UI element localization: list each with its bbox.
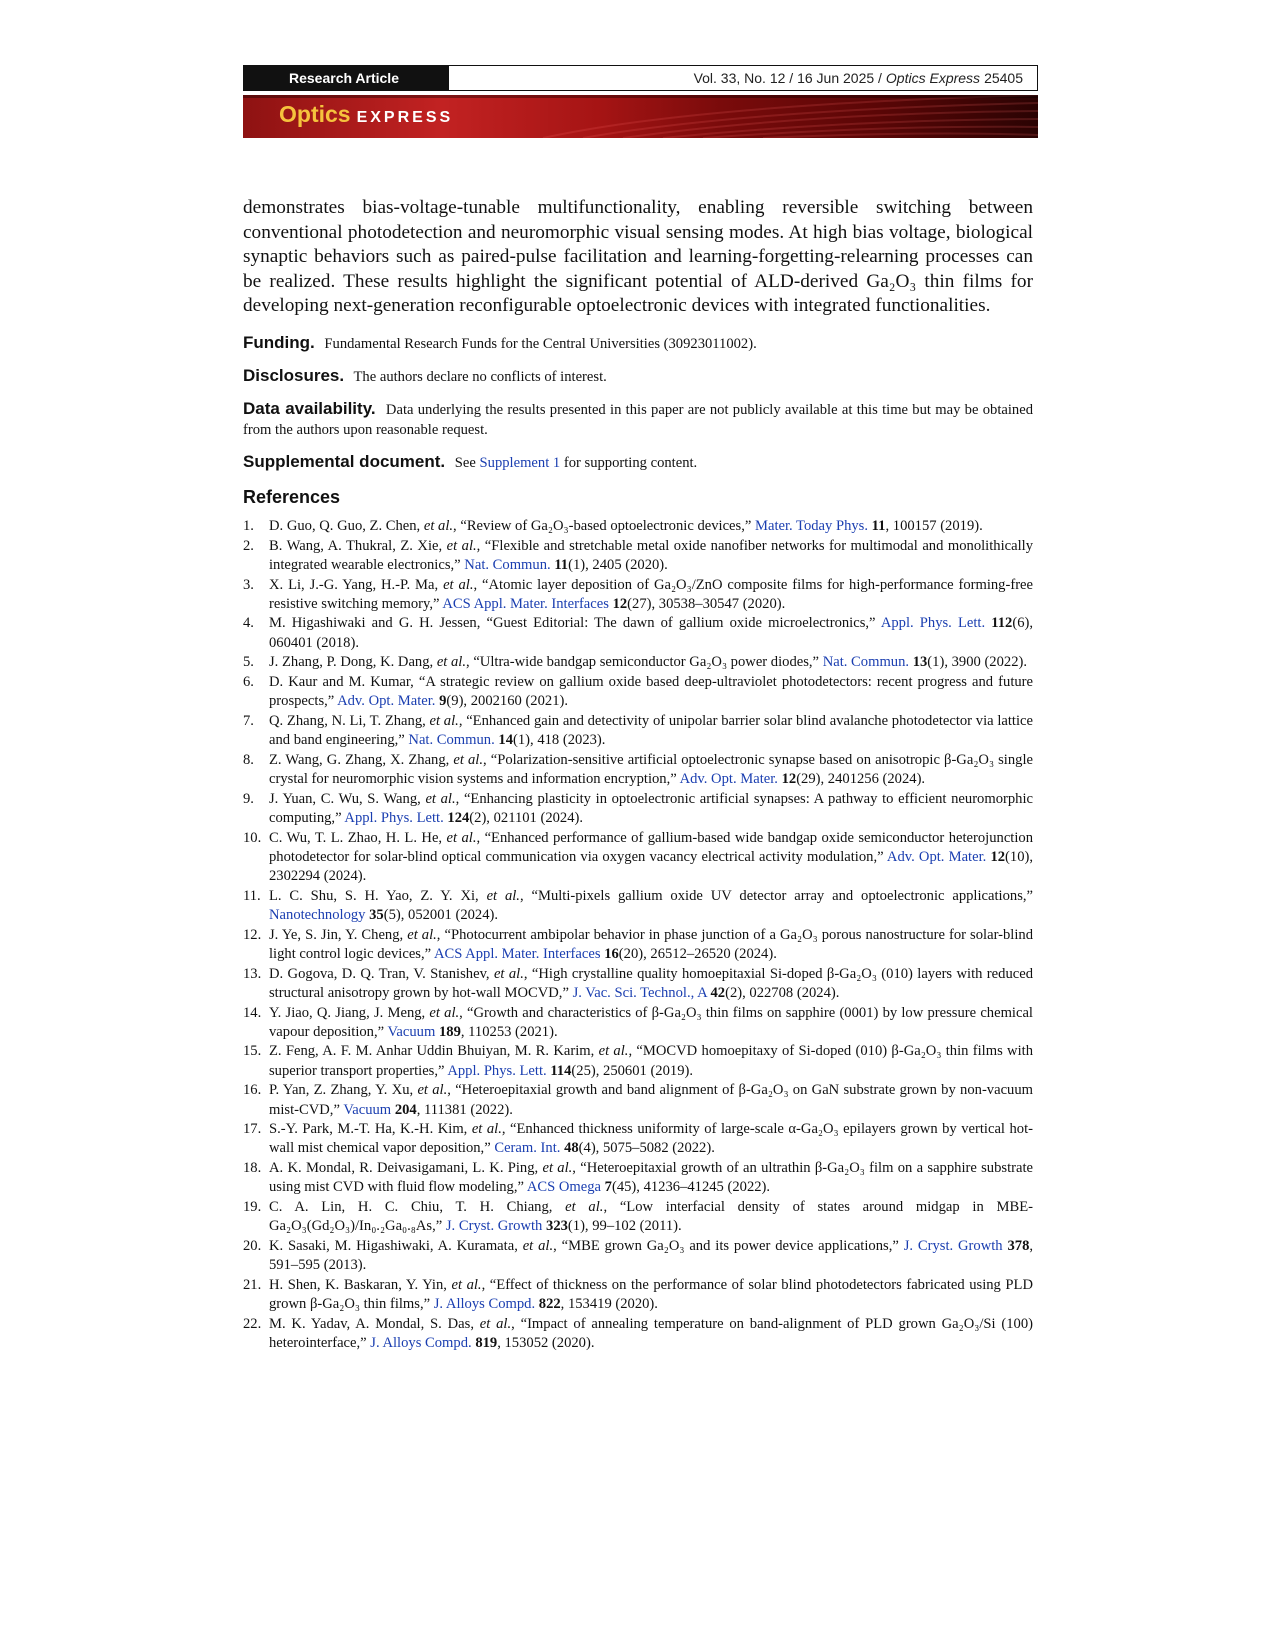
reference-item: [243, 673, 1033, 711]
reference-volume: 13: [912, 654, 928, 671]
reference-volume: 12: [612, 595, 628, 612]
reference-text: P. Yan, Z. Zhang, Y. Xu, et al., “Heteroepitaxial growth and band alignment of β-Ga₂O₃ on GaN substrate grown by non-vacuum mist-CVD,” Vacuum 204, 111381 (2022).: [269, 1082, 1033, 1118]
reference-journal-link[interactable]: Mater. Today Phys.: [754, 517, 869, 534]
reference-item: [243, 1081, 1033, 1119]
reference-title: “A strategic review on gallium oxide based deep-ultraviolet photodetectors: recent progress and future prospects,”: [269, 674, 1034, 710]
reference-pages-year: (27), 30538–30547 (2020).: [627, 595, 786, 612]
reference-number: 9.: [243, 790, 254, 807]
reference-pages-year: (45), 41236–41245 (2022).: [611, 1179, 771, 1196]
reference-text: D. Guo, Q. Guo, Z. Chen, et al., “Review of Ga₂O₃-based optoelectronic devices,” Mater. Today Phys. 11, 100157 (2019).: [269, 517, 983, 534]
reference-volume: 124: [447, 810, 470, 827]
supplement-link[interactable]: Supplement 1: [479, 454, 561, 471]
reference-item: [243, 965, 1033, 1003]
reference-item: [243, 1042, 1033, 1080]
reference-journal-link[interactable]: Appl. Phys. Lett.: [880, 615, 986, 632]
reference-volume: 11: [871, 517, 886, 534]
reference-title: “Photocurrent ambipolar behavior in phase junction of a Ga₂O₃ porous nanostructure for solar-blind light control logic devices,”: [269, 926, 1033, 962]
reference-etal: et al.: [451, 1276, 482, 1293]
reference-number: 5.: [243, 654, 254, 671]
reference-authors: D. Kaur and M. Kumar,: [269, 674, 419, 691]
reference-text: X. Li, J.-G. Yang, H.-P. Ma, et al., “Atomic layer deposition of Ga₂O₃/ZnO composite films for high-performance forming-free resistive switching memory,” ACS Appl. Mater. Interfaces 12(27), 30538–30547 (2020).: [269, 576, 1034, 612]
reference-number: 10.: [243, 829, 262, 846]
reference-item: [243, 1315, 1033, 1353]
reference-title: “High crystalline quality homoepitaxial Si-doped β-Ga₂O₃ (010) layers with reduced structural anisotropy grown by hot-wall MOCVD,”: [269, 965, 1033, 1001]
reference-title: “Impact of annealing temperature on band-alignment of PLD grown Ga₂O₃/Si (100) heterointerface,”: [269, 1315, 1033, 1351]
reference-authors: D. Guo, Q. Guo, Z. Chen,: [269, 517, 424, 534]
reference-title: “Enhanced gain and detectivity of unipolar barrier solar blind avalanche photodetector via lattice and band engineering,”: [269, 713, 1033, 749]
journal-name: Optics Express: [885, 70, 981, 86]
reference-journal-link[interactable]: Adv. Opt. Mater.: [679, 771, 778, 788]
reference-number: 16.: [243, 1082, 262, 1099]
reference-title: “Multi-pixels gallium oxide UV detector array and optoelectronic applications,”: [531, 887, 1033, 904]
citation-line: [449, 66, 1037, 90]
reference-volume: 7: [604, 1179, 612, 1196]
reference-pages-year: (25), 250601 (2019).: [571, 1062, 694, 1079]
reference-authors: M. K. Yadav, A. Mondal, S. Das,: [269, 1315, 480, 1332]
reference-number: 6.: [243, 674, 254, 691]
reference-journal-link[interactable]: J. Cryst. Growth: [903, 1237, 1003, 1254]
reference-journal-link[interactable]: ACS Omega: [526, 1179, 602, 1196]
reference-journal-link[interactable]: Vacuum: [343, 1101, 392, 1118]
reference-authors: A. K. Mondal, R. Deivasigamani, L. K. Ping,: [269, 1160, 543, 1177]
reference-etal: et al.: [479, 1315, 512, 1332]
reference-item: [243, 790, 1033, 828]
reference-title: “Effect of thickness on the performance of solar blind photodetectors fabricated using PLD grown β-Ga₂O₃ thin films,”: [269, 1276, 1033, 1313]
reference-journal-link[interactable]: Adv. Opt. Mater.: [337, 693, 436, 710]
reference-pages-year: , 100157 (2019).: [885, 517, 983, 534]
reference-authors: D. Gogova, D. Q. Tran, V. Stanishev,: [269, 965, 494, 982]
reference-authors: L. C. Shu, S. H. Yao, Z. Y. Xi,: [269, 887, 487, 904]
journal-banner: [243, 95, 1038, 138]
reference-number: 20.: [243, 1237, 262, 1254]
reference-item: [243, 1120, 1033, 1158]
reference-volume: 378: [1007, 1237, 1030, 1254]
reference-number: 14.: [243, 1004, 262, 1021]
reference-volume: 189: [438, 1023, 461, 1040]
reference-authors: Q. Zhang, N. Li, T. Zhang,: [269, 713, 430, 729]
reference-pages-year: (1), 418 (2023).: [513, 732, 606, 749]
reference-text: J. Ye, S. Jin, Y. Cheng, et al., “Photocurrent ambipolar behavior in phase junction of a Ga₂O₃ porous nanostructure for solar-blind light control logic devices,” ACS Appl. Mater. Interfaces 16(20), 26512–26520 (2024).: [269, 926, 1033, 962]
reference-number: 22.: [243, 1315, 262, 1332]
reference-journal-link[interactable]: J. Vac. Sci. Technol., A: [572, 984, 707, 1001]
reference-etal: et al.: [522, 1237, 554, 1254]
reference-text: D. Gogova, D. Q. Tran, V. Stanishev, et al., “High crystalline quality homoepitaxial Si-doped β-Ga₂O₃ (010) layers with reduced structural anisotropy grown by hot-wall MOCVD,” J. Vac. Sci. Technol., A 42(2), 022708 (2024).: [269, 965, 1033, 1001]
reference-volume: 114: [550, 1062, 572, 1079]
reference-etal: et al.: [542, 1160, 573, 1177]
reference-text: H. Shen, K. Baskaran, Y. Yin, et al., “Effect of thickness on the performance of solar blind photodetectors fabricated using PLD grown β-Ga₂O₃ thin films,” J. Alloys Compd. 822, 153419 (2020).: [269, 1276, 1033, 1313]
reference-authors: M. Higashiwaki and G. H. Jessen,: [269, 615, 487, 632]
page-content: [243, 196, 1033, 1354]
reference-title: “MBE grown Ga₂O₃ and its power device applications,”: [561, 1237, 904, 1254]
reference-etal: et al.: [443, 576, 474, 593]
reference-title: “MOCVD homoepitaxy of Si-doped (010) β-Ga₂O₃ thin films with superior transport properties,”: [269, 1043, 1034, 1079]
reference-journal-link[interactable]: Nat. Commun.: [408, 732, 495, 749]
reference-journal-link[interactable]: Nat. Commun.: [822, 654, 910, 671]
data-availability-heading: Data availability.: [243, 398, 376, 418]
reference-journal-link[interactable]: Appl. Phys. Lett.: [344, 810, 444, 827]
reference-text: J. Zhang, P. Dong, K. Dang, et al., “Ultra-wide bandgap semiconductor Ga₂O₃ power diodes,” Nat. Commun. 13(1), 3900 (2022).: [269, 654, 1028, 671]
reference-journal-link[interactable]: Ceram. Int.: [494, 1140, 561, 1157]
reference-item: [243, 537, 1033, 575]
reference-number: 11.: [243, 887, 261, 904]
reference-etal: et al.: [423, 517, 454, 534]
reference-volume: 35: [369, 907, 384, 924]
reference-text: [269, 673, 1033, 711]
reference-journal-link[interactable]: ACS Appl. Mater. Interfaces: [433, 945, 601, 962]
reference-text: M. K. Yadav, A. Mondal, S. Das, et al., “Impact of annealing temperature on band-alignment of PLD grown Ga₂O₃/Si (100) heterointerface,” J. Alloys Compd. 819, 153052 (2020).: [269, 1315, 1033, 1351]
reference-pages-year: (2), 021101 (2024).: [469, 810, 584, 827]
reference-authors: Z. Feng, A. F. M. Anhar Uddin Bhuiyan, M. R. Karim,: [269, 1043, 599, 1060]
reference-pages-year: (10), 2302294 (2024).: [269, 848, 1033, 885]
article-type: Research Article: [244, 66, 449, 90]
reference-authors: J. Yuan, C. Wu, S. Wang,: [269, 790, 426, 807]
reference-pages-year: , 591–595 (2013).: [269, 1237, 1034, 1274]
reference-authors: C. Wu, T. L. Zhao, H. L. He,: [269, 829, 447, 846]
disclosures-heading: Disclosures.: [243, 365, 345, 385]
reference-text: C. A. Lin, H. C. Chiu, T. H. Chiang, et al., “Low interfacial density of states around midgap in MBE-Ga₂O₃(Gd₂O₃)/In₀.₂Ga₀.₈As,” J. Cryst. Growth 323(1), 99–102 (2011).: [269, 1199, 1033, 1235]
reference-pages-year: , 110253 (2021).: [460, 1023, 558, 1040]
reference-pages-year: (9), 2002160 (2021).: [446, 693, 569, 710]
reference-volume: 42: [710, 984, 726, 1001]
supplemental-pre: See: [454, 454, 476, 471]
reference-volume: 9: [439, 693, 447, 710]
running-header: [243, 65, 1038, 91]
reference-authors: J. Ye, S. Jin, Y. Cheng,: [269, 926, 408, 943]
reference-text: A. K. Mondal, R. Deivasigamani, L. K. Ping, et al., “Heteroepitaxial growth of an ultrathin β-Ga₂O₃ film on a sapphire substrate using mist CVD with fluid flow modeling,” ACS Omega 7(45), 41236–41245 (2022).: [269, 1160, 1033, 1196]
reference-pages-year: (1), 99–102 (2011).: [567, 1218, 682, 1235]
reference-etal: et al.: [598, 1043, 629, 1060]
reference-title: “Polarization-sensitive artificial optoelectronic synapse based on anisotropic β-Ga₂O₃ single crystal for neuromorphic vision systems and information encryption,”: [269, 751, 1033, 788]
reference-volume: 323: [546, 1218, 568, 1235]
reference-item: [243, 887, 1033, 925]
reference-title: “Growth and characteristics of β-Ga₂O₃ thin films on sapphire (0001) by low pressure chemical vapour deposition,”: [269, 1004, 1033, 1040]
reference-item: [243, 576, 1033, 614]
funding-heading: Funding.: [243, 332, 315, 352]
reference-title: “Guest Editorial: The dawn of gallium oxide microelectronics,”: [486, 615, 881, 632]
reference-etal: et al.: [471, 1121, 502, 1138]
reference-number: 3.: [243, 576, 254, 593]
reference-item: [243, 926, 1033, 964]
reference-title: “Enhanced thickness uniformity of large-scale α-Ga₂O₃ epilayers grown by vertical hot-wall mist chemical vapor deposition,”: [269, 1121, 1033, 1157]
reference-title: “Ultra-wide bandgap semiconductor Ga₂O₃ power diodes,”: [473, 654, 823, 671]
reference-pages-year: , 153419 (2020).: [560, 1296, 658, 1313]
reference-title: “Enhancing plasticity in optoelectronic artificial synapses: A pathway to efficient neuromorphic computing,”: [269, 790, 1033, 827]
reference-volume: 819: [475, 1335, 498, 1351]
reference-number: 1.: [243, 517, 254, 534]
reference-journal-link[interactable]: Adv. Opt. Mater.: [886, 848, 987, 865]
reference-pages-year: (1), 3900 (2022).: [927, 654, 1028, 671]
reference-item: [243, 1276, 1033, 1314]
reference-authors: C. A. Lin, H. C. Chiu, T. H. Chiang,: [269, 1199, 566, 1216]
reference-title: “Heteroepitaxial growth of an ultrathin β-Ga₂O₃ film on a sapphire substrate using mist CVD with fluid flow modeling,”: [269, 1160, 1033, 1196]
disclosures-text: The authors declare no conflicts of interest.: [353, 368, 607, 385]
reference-pages-year: (20), 26512–26520 (2024).: [618, 945, 777, 962]
reference-item: [243, 653, 1033, 672]
reference-number: 18.: [243, 1160, 262, 1177]
reference-title: “Flexible and stretchable metal oxide nanofiber networks for multimodal and monolithically integrated wearable electronics,”: [269, 537, 1034, 573]
reference-etal: et al.: [417, 1082, 448, 1099]
reference-etal: et al.: [446, 537, 477, 554]
page-number: 25405: [984, 70, 1023, 86]
supplemental-section: [243, 452, 1033, 473]
reference-text: S.-Y. Park, M.-T. Ha, K.-H. Kim, et al., “Enhanced thickness uniformity of large-scale α-Ga₂O₃ epilayers grown by vertical hot-wall mist chemical vapor deposition,” Ceram. Int. 48(4), 5075–5082 (2022).: [269, 1121, 1033, 1157]
funding-section: [243, 333, 1033, 354]
reference-journal-link[interactable]: ACS Appl. Mater. Interfaces: [442, 595, 609, 612]
reference-pages-year: (29), 2401256 (2024).: [796, 771, 926, 788]
data-availability-text: Data underlying the results presented in this paper are not publicly available at this time but may be obtained from the authors upon reasonable request.: [243, 401, 1033, 438]
reference-etal: et al.: [425, 790, 456, 807]
reference-volume: 204: [394, 1101, 417, 1118]
reference-etal: et al.: [429, 1004, 460, 1021]
reference-authors: X. Li, J.-G. Yang, H.-P. Ma,: [269, 576, 444, 593]
reference-journal-link[interactable]: J. Alloys Compd.: [433, 1296, 536, 1313]
data-availability-section: [243, 399, 1033, 440]
reference-text: Q. Zhang, N. Li, T. Zhang, et al., “Enhanced gain and detectivity of unipolar barrier solar blind avalanche photodetector via lattice and band engineering,” Nat. Commun. 14(1), 418 (2023).: [269, 713, 1033, 749]
reference-journal-link[interactable]: Appl. Phys. Lett.: [447, 1062, 547, 1079]
reference-authors: Y. Jiao, Q. Jiang, J. Meng,: [269, 1004, 430, 1021]
reference-title: “Atomic layer deposition of Ga₂O₃/ZnO composite films for high-performance forming-free resistive switching memory,”: [269, 576, 1034, 612]
reference-item: [243, 829, 1033, 887]
reference-text: K. Sasaki, M. Higashiwaki, A. Kuramata, et al., “MBE grown Ga₂O₃ and its power device applications,” J. Cryst. Growth 378, 591–595 (2013).: [269, 1237, 1034, 1274]
reference-etal: et al.: [565, 1199, 604, 1216]
reference-pages-year: , 153052 (2020).: [497, 1335, 595, 1351]
reference-number: 7.: [243, 713, 254, 729]
reference-journal-link[interactable]: Vacuum: [387, 1023, 436, 1040]
references-heading: References: [243, 486, 341, 507]
reference-number: 17.: [243, 1121, 262, 1138]
reference-volume: 16: [604, 945, 619, 962]
reference-text: C. Wu, T. L. Zhao, H. L. He, et al., “Enhanced performance of gallium-based wide bandgap oxide semiconductor heterojunction photodetector for solar-blind optical communication via oxygen vacancy electrical activity modulation,” Adv. Opt. Mater. 12(10), 2302294 (2024).: [269, 829, 1033, 885]
reference-etal: et al.: [436, 654, 467, 671]
reference-item: [243, 712, 1033, 750]
reference-authors: K. Sasaki, M. Higashiwaki, A. Kuramata,: [269, 1237, 523, 1254]
reference-item: [243, 751, 1033, 789]
reference-number: 21.: [243, 1276, 262, 1293]
reference-number: 15.: [243, 1043, 262, 1060]
reference-authors: J. Zhang, P. Dong, K. Dang,: [269, 654, 437, 671]
reference-title: “Heteroepitaxial growth and band alignment of β-Ga₂O₃ on GaN substrate grown by non-vacuum mist-CVD,”: [269, 1082, 1033, 1118]
reference-volume: 14: [498, 732, 514, 749]
volume-info: Vol. 33, No. 12 / 16 Jun 2025 /: [693, 70, 882, 86]
reference-number: 2.: [243, 537, 254, 554]
reference-volume: 12: [781, 771, 797, 788]
reference-etal: et al.: [453, 751, 483, 768]
reference-pages-year: (5), 052001 (2024).: [383, 907, 499, 924]
reference-item: [243, 1237, 1033, 1275]
reference-volume: 48: [564, 1140, 579, 1157]
reference-pages-year: (4), 5075–5082 (2022).: [578, 1140, 715, 1157]
journal-logo: Optics EXPRESS: [279, 101, 454, 127]
reference-journal-link[interactable]: Nat. Commun.: [464, 556, 551, 573]
reference-etal: et al.: [446, 829, 477, 846]
reference-title: “Review of Ga₂O₃-based optoelectronic devices,”: [460, 517, 755, 534]
reference-etal: et al.: [493, 965, 524, 982]
reference-number: 8.: [243, 751, 254, 768]
reference-journal-link[interactable]: J. Alloys Compd.: [370, 1335, 472, 1351]
reference-text: Z. Wang, G. Zhang, X. Zhang, et al., “Polarization-sensitive artificial optoelectronic synapse based on anisotropic β-Ga₂O₃ single crystal for neuromorphic vision systems and information encryption,” Adv. Opt. Mater. 12(29), 2401256 (2024).: [269, 751, 1033, 788]
reference-number: 12.: [243, 926, 262, 943]
reference-pages-year: , 111381 (2022).: [416, 1101, 513, 1118]
reference-authors: S.-Y. Park, M.-T. Ha, K.-H. Kim,: [269, 1121, 472, 1138]
reference-text: L. C. Shu, S. H. Yao, Z. Y. Xi, et al., “Multi-pixels gallium oxide UV detector array and optoelectronic applications,” Nanotechnology 35(5), 052001 (2024).: [269, 887, 1033, 924]
abstract-text: demonstrates bias-voltage-tunable multifunctionality, enabling reversible switching between conventional photodetection and neuromorphic visual sensing modes. At high bias voltage, biological synaptic behaviors such as paired-pulse facilitation and learning-forgetting-relearning processes can be realized. These results highlight the significant potential of ALD-derived Ga₂O₃ thin films for developing next-generation reconfigurable optoelectronic devices with integrated functionalities.: [243, 197, 1033, 317]
reference-title: “Enhanced performance of gallium-based wide bandgap oxide semiconductor heterojunction photodetector for solar-blind optical communication via oxygen vacancy electrical activity modulation,”: [269, 829, 1033, 865]
reference-authors: Z. Wang, G. Zhang, X. Zhang,: [269, 751, 454, 768]
reference-text: Z. Feng, A. F. M. Anhar Uddin Bhuiyan, M. R. Karim, et al., “MOCVD homoepitaxy of Si-doped (010) β-Ga₂O₃ thin films with superior transport properties,” Appl. Phys. Lett. 114(25), 250601 (2019).: [269, 1043, 1034, 1079]
reference-volume: 112: [991, 615, 1013, 632]
supplemental-heading: Supplemental document.: [243, 451, 446, 471]
supplemental-post: for supporting content.: [563, 454, 698, 471]
reference-authors: P. Yan, Z. Zhang, Y. Xu,: [269, 1082, 418, 1099]
reference-volume: 11: [554, 556, 569, 573]
reference-journal-link[interactable]: J. Cryst. Growth: [445, 1218, 543, 1235]
reference-text: B. Wang, A. Thukral, Z. Xie, et al., “Flexible and stretchable metal oxide nanofiber networks for multimodal and monolithically integrated wearable electronics,” Nat. Commun. 11(1), 2405 (2020).: [269, 537, 1034, 573]
reference-etal: et al.: [429, 713, 459, 729]
reference-item: [243, 1004, 1033, 1042]
reference-item: [243, 1198, 1033, 1236]
funding-text: Fundamental Research Funds for the Central Universities (30923011002).: [324, 335, 757, 352]
reference-text: J. Yuan, C. Wu, S. Wang, et al., “Enhancing plasticity in optoelectronic artificial synapses: A pathway to efficient neuromorphic computing,” Appl. Phys. Lett. 124(2), 021101 (2024).: [269, 790, 1033, 827]
reference-number: 4.: [243, 615, 254, 632]
reference-text: [269, 614, 1033, 652]
reference-journal-link[interactable]: Nanotechnology: [269, 907, 366, 924]
reference-title: “Low interfacial density of states around midgap in MBE-Ga₂O₃(Gd₂O₃)/In₀.₂Ga₀.₈As,”: [269, 1199, 1033, 1235]
reference-pages-year: (1), 2405 (2020).: [568, 556, 668, 573]
reference-item: [243, 517, 1033, 536]
reference-number: 13.: [243, 965, 262, 982]
reference-item: [243, 1159, 1033, 1197]
reference-text: Y. Jiao, Q. Jiang, J. Meng, et al., “Growth and characteristics of β-Ga₂O₃ thin films on sapphire (0001) by low pressure chemical vapour deposition,” Vacuum 189, 110253 (2021).: [269, 1004, 1033, 1040]
reference-volume: 822: [538, 1296, 561, 1313]
reference-pages-year: (2), 022708 (2024).: [725, 984, 840, 1001]
reference-volume: 12: [990, 848, 1006, 865]
reference-item: [243, 614, 1033, 652]
reference-list: [243, 517, 1033, 1353]
reference-authors: B. Wang, A. Thukral, Z. Xie,: [269, 537, 447, 554]
disclosures-section: [243, 366, 1033, 387]
reference-etal: et al.: [407, 926, 437, 943]
reference-number: 19.: [243, 1199, 262, 1216]
reference-pages-year: (6), 060401 (2018).: [269, 615, 1033, 651]
reference-authors: H. Shen, K. Baskaran, Y. Yin,: [269, 1276, 452, 1293]
reference-etal: et al.: [486, 887, 520, 904]
